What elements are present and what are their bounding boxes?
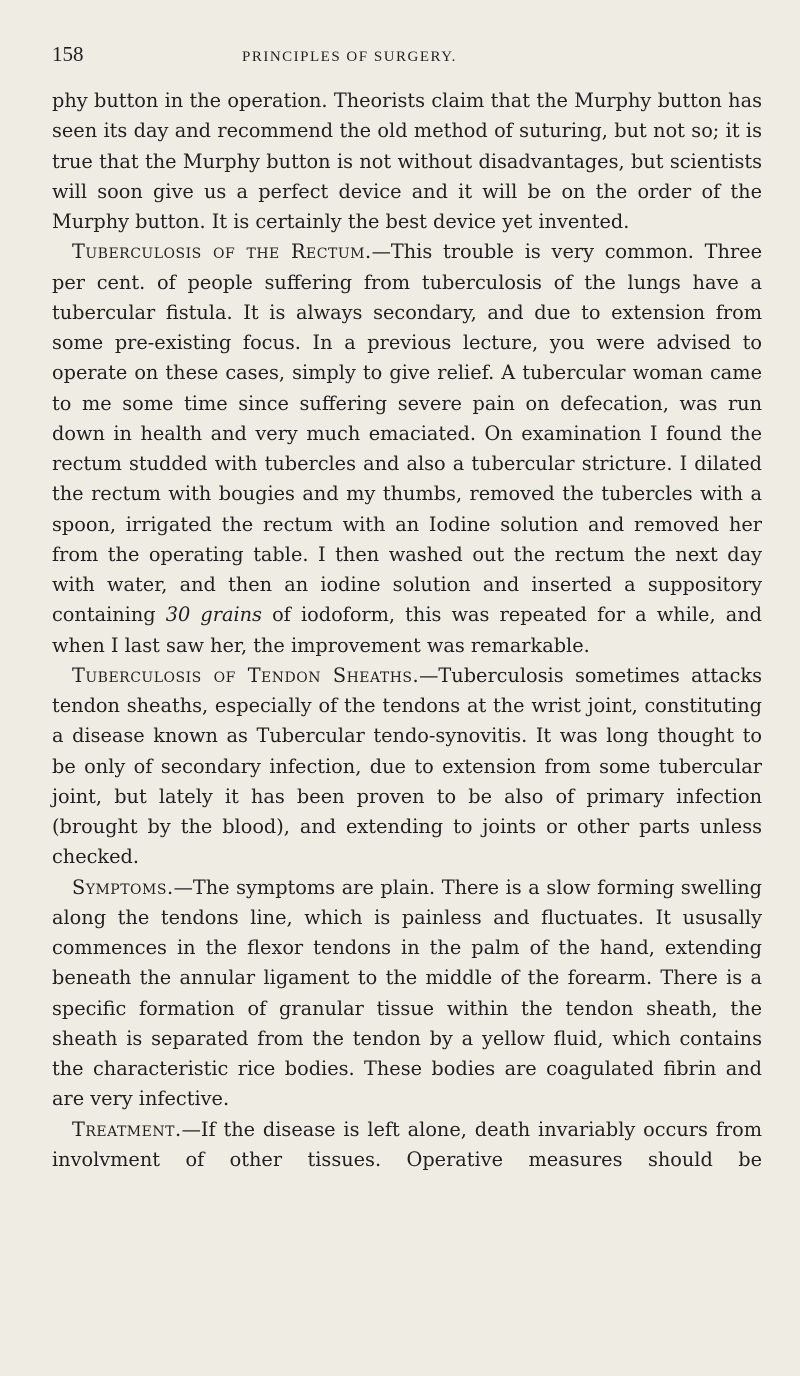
- paragraph-treatment: Treatment.—If the disease is left alone, death invariably occurs from involvment of other tissues. Operative measures should be: [52, 1117, 762, 1171]
- paragraph-symptoms: Symptoms.—The symptoms are plain. There is a slow forming swelling along the tendons line, which is painless and fluctuates. It ususally commences in the flexor tendons in the palm of the hand, extending beneath the annular ligament to the middle of the forearm. There is a specific formation of granular tissue within the tendon sheath, the sheath is separated from the tendon by a yellow fluid, which contains the characteristic rice bodies. These bodies are coagulated fibrin and are very infective.: [52, 875, 762, 1111]
- paragraph-text: If the disease is left alone, death invariably occurs from involvment of other tissues. Operative measures should be: [52, 1117, 762, 1171]
- running-title: PRINCIPLES OF SURGERY.: [242, 49, 457, 65]
- section-heading-tendon-sheaths: Tuberculosis of Tendon Sheaths.: [72, 663, 420, 687]
- page-number: 158: [52, 42, 84, 66]
- paragraph-murphy-button: [52, 86, 762, 237]
- paragraph-tuberculosis-rectum: Tuberculosis of the Rectum.—This trouble is very common. Three per cent. of people suffering from tuberculosis of the lungs have a tubercular fistula. It is always secondary, and due to extension from some pre-existing focus. In a previous lecture, you were advised to operate on these cases, simply to give relief. A tubercular woman came to me some time since suffering severe pain on defecation, was run down in health and very much emaciated. On examination I found the rectum studded with tubercles and also a tubercular stricture. I dilated the rectum with bougies and my thumbs, removed the tubercles with a spoon, irrigated the rectum with an Iodine solution and removed her from the operating table. I then washed out the rectum the next day with water, and then an iodine solution and inserted a suppository containing 30 grains of iodoform, this was repeated for a while, and when I last saw her, the improvement was remarkable.: [52, 240, 762, 657]
- paragraph-text-continued: of iodoform, this was repeated for a while, and when I last saw her, the improvement was remarkable.: [52, 603, 762, 657]
- paragraph-text: The symptoms are plain. There is a slow forming swelling along the tendons line, which is painless and fluctuates. It ususally commences in the flexor tendons in the palm of the hand, extending beneath the annular ligament to the middle of the forearm. There is a specific formation of granular tissue within the tendon sheath, the sheath is separated from the tendon by a yellow fluid, which contains the characteristic rice bodies. These bodies are coagulated fibrin and are very infective.: [52, 875, 762, 1111]
- section-heading-rectum: Tuberculosis of the Rectum.: [72, 240, 372, 264]
- paragraph-text: Tuberculosis sometimes attacks tendon sheaths, especially of the tendons at the wrist joint, constituting a disease known as Tubercular tendo-synovitis. It was long thought to be only of secondary infection, due to extension from some tubercular joint, but lately it has been proven to be also of primary infection (brought by the blood), and extending to joints or other parts unless checked.: [52, 663, 762, 869]
- italic-dose: 30 grains: [165, 603, 262, 627]
- paragraph-text: phy button in the operation. Theorists claim that the Murphy button has seen its day and recommend the old method of suturing, but not so; it is true that the Murphy button is not without disadvantages, but scientists will soon give us a perfect device and it will be on the order of the Murphy button. It is certainly the best device yet invented.: [52, 89, 762, 233]
- running-head: [52, 42, 762, 80]
- paragraph-text: This trouble is very common. Three per cent. of people suffering from tuberculosis of the lungs have a tubercular fistula. It is always secondary, and due to extension from some pre-existing focus. In a previous lecture, you were advised to operate on these cases, simply to give relief. A tubercular woman came to me some time since suffering severe pain on defecation, was run down in health and very much emaciated. On examination I found the rectum studded with tubercles and also a tubercular stricture. I dilated the rectum with bougies and my thumbs, removed the tubercles with a spoon, irrigated the rectum with an Iodine solution and removed her from the operating table. I then washed out the rectum the next day with water, and then an iodine solution and inserted a suppository containing: [52, 240, 762, 627]
- paragraph-tendon-sheaths: Tuberculosis of Tendon Sheaths.—Tuberculosis sometimes attacks tendon sheaths, especially of the tendons at the wrist joint, constituting a disease known as Tubercular tendo-synovitis. It was long thought to be only of secondary infection, due to extension from some tubercular joint, but lately it has been proven to be also of primary infection (brought by the blood), and extending to joints or other parts unless checked.: [52, 663, 762, 869]
- body-text: [52, 86, 762, 1175]
- section-heading-treatment: Treatment.: [72, 1117, 182, 1141]
- section-heading-symptoms: Symptoms.: [72, 875, 174, 899]
